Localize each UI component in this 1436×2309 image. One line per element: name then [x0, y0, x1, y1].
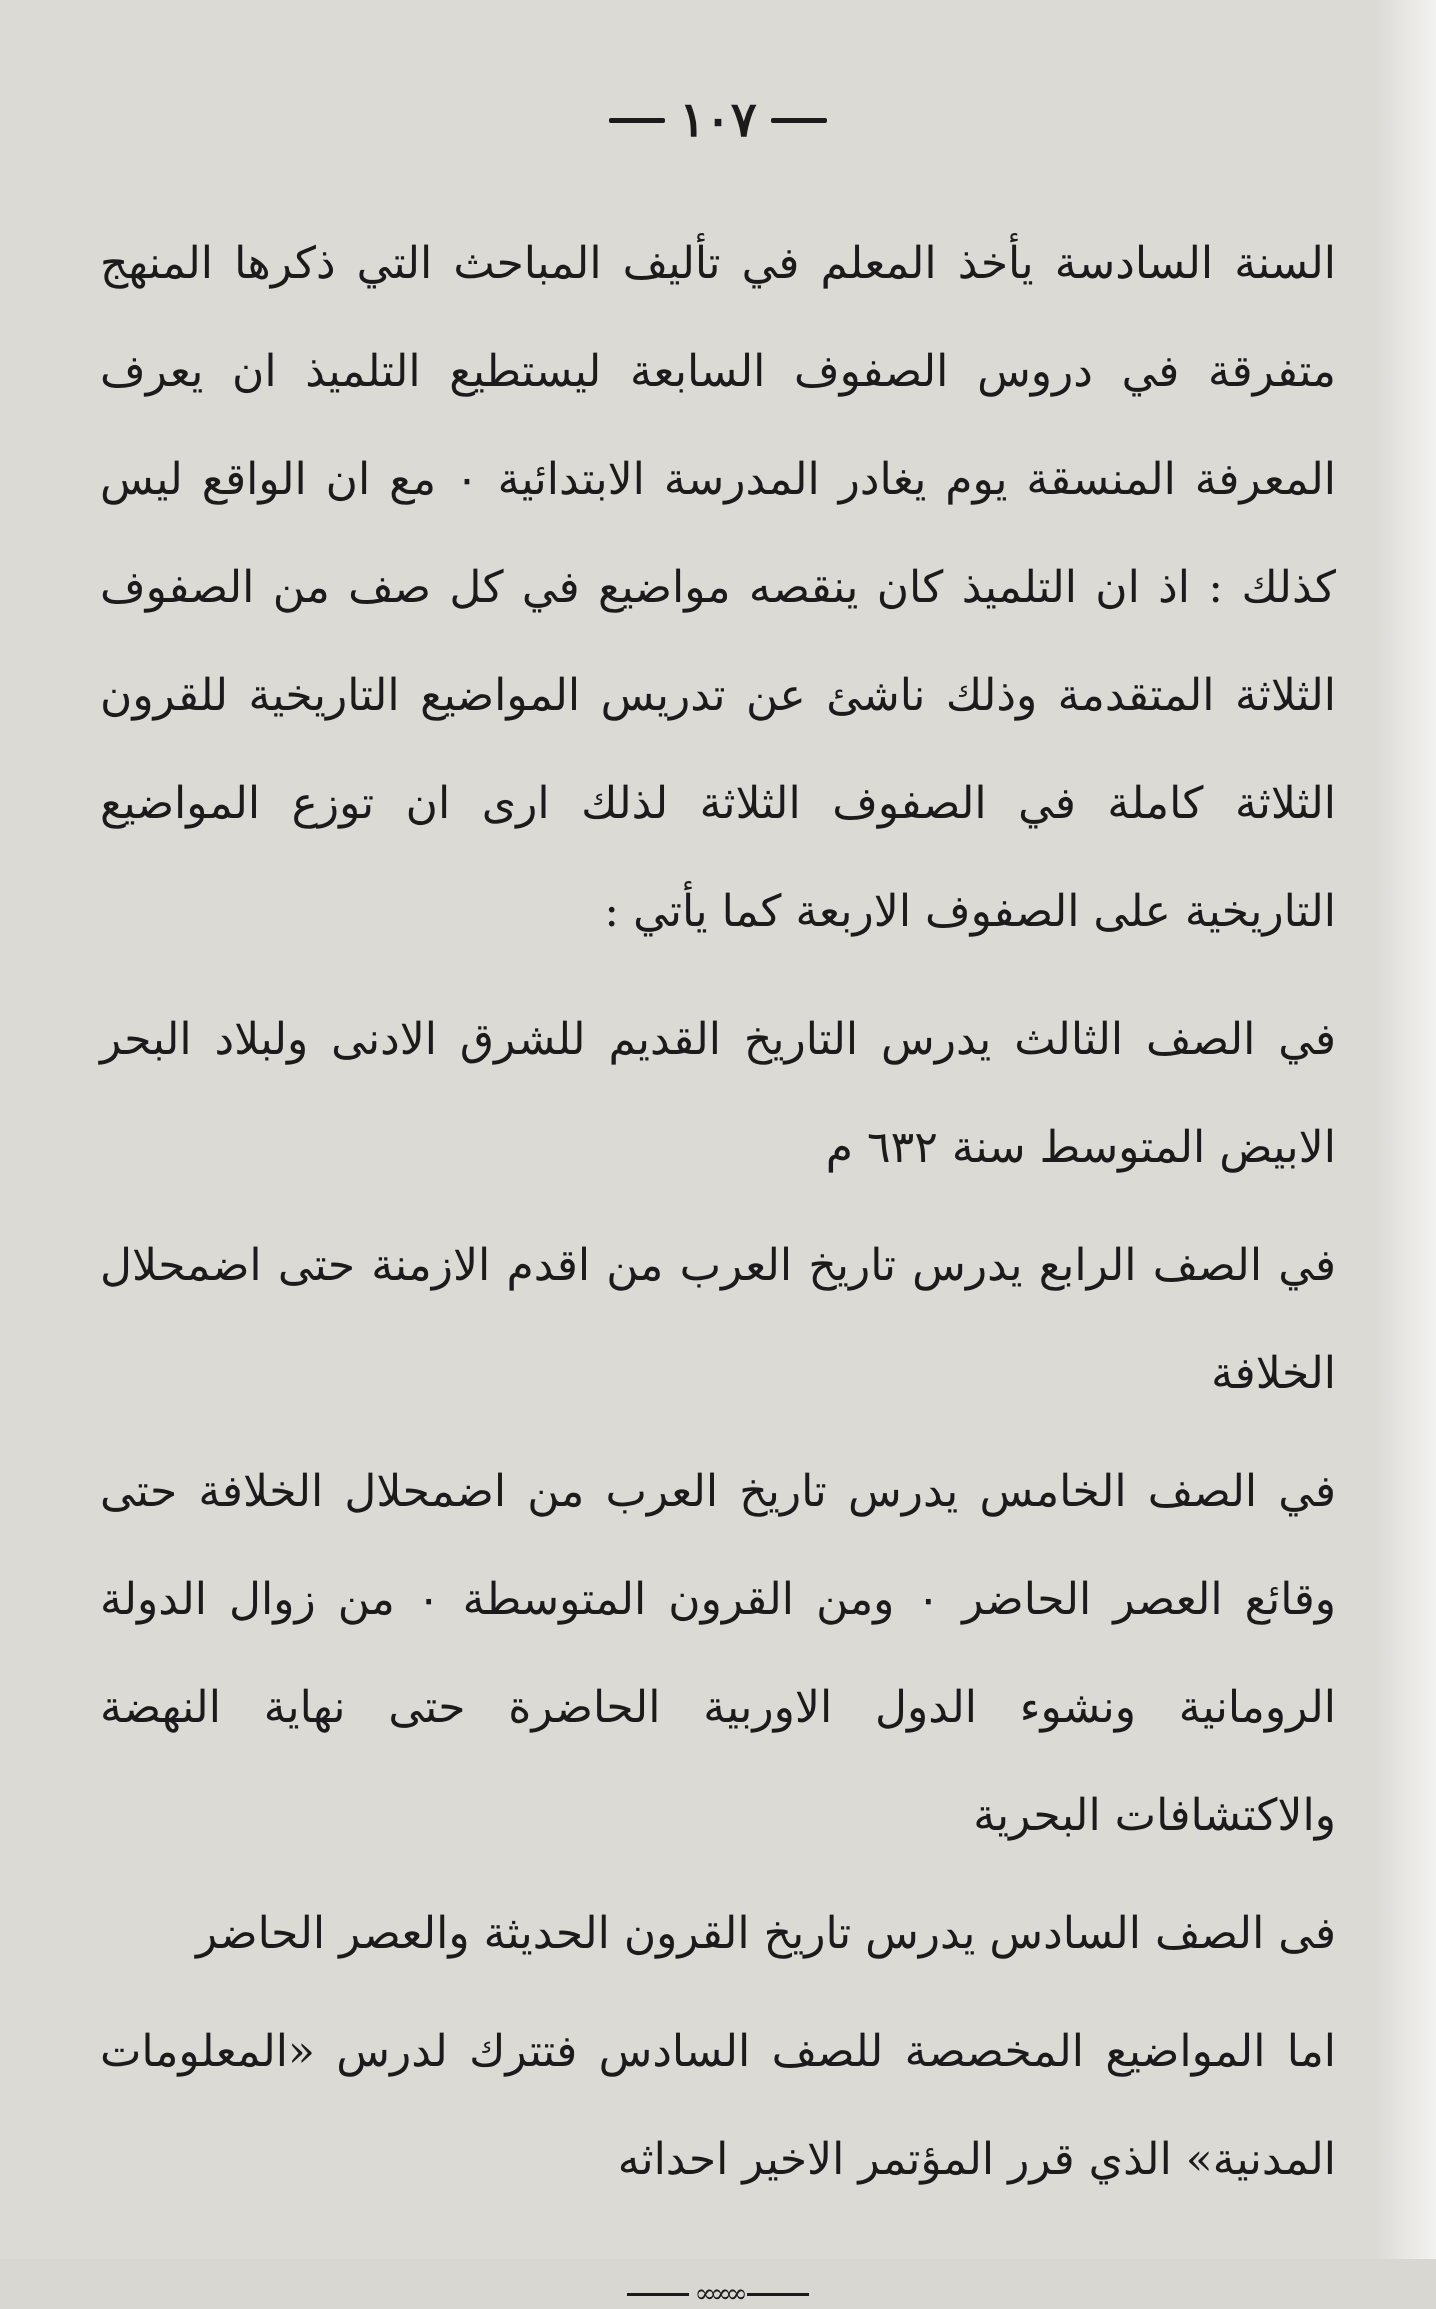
paragraph-civics: اما المواضيع المخصصة للصف السادس فتترك لدرس «المعلومات المدنية» الذي قرر المؤتمر الاخير احداثه [100, 2026, 1336, 2185]
page-number-dash-right [771, 118, 827, 123]
page-number: ١٠٧ [679, 92, 757, 148]
page-edge-highlight [1376, 0, 1436, 2259]
paragraph-sixth-grade: فى الصف السادس يدرس تاريخ القرون الحديثة والعصر الحاضر [196, 1908, 1336, 1959]
paragraph-third-grade: في الصف الثالث يدرس التاريخ القديم للشرق الادنى ولبلاد البحر الابيض المتوسط سنة ٦٣٢ م [100, 1014, 1336, 1173]
ornament-line-left [627, 2293, 689, 2296]
end-ornament [100, 2279, 1336, 2309]
paragraph-intro: السنة السادسة يأخذ المعلم في تأليف المباحث التي ذكرها المنهج متفرقة في دروس الصفوف السابعة ليستطيع التلميذ ان يعرف المعرفة المنسقة يوم يغادر المدرسة الابتدائية ٠ مع ان الواقع ليس كذلك : اذ ان التلميذ كان ينقصه مواضيع في كل صف من الصفوف الثلاثة المتقدمة وذلك ناشئ عن تدريس المواضيع التاريخية للقرون الثلاثة كاملة في الصفوف الثلاثة لذلك ارى ان توزع المواضيع التاريخية على الصفوف الاربعة كما يأتي : [100, 238, 1337, 937]
ornament-line-right [747, 2293, 809, 2296]
page-body [100, 210, 1336, 2214]
paragraph-fifth-grade: في الصف الخامس يدرس تاريخ العرب من اضمحلال الخلافة حتى وقائع العصر الحاضر ٠ ومن القرون المتوسطة ٠ من زوال الدولة الرومانية ونشوء الدول الاوربية الحاضرة حتى نهاية النهضة والاكتشافات البحرية [100, 1466, 1336, 1841]
paragraph-fourth-grade: في الصف الرابع يدرس تاريخ العرب من اقدم الازمنة حتى اضمحلال الخلافة [100, 1240, 1336, 1399]
ornament-knot-icon: ∞∞∞ [694, 2279, 742, 2309]
page-number-dash-left [609, 118, 665, 123]
page-number-header [100, 90, 1336, 150]
